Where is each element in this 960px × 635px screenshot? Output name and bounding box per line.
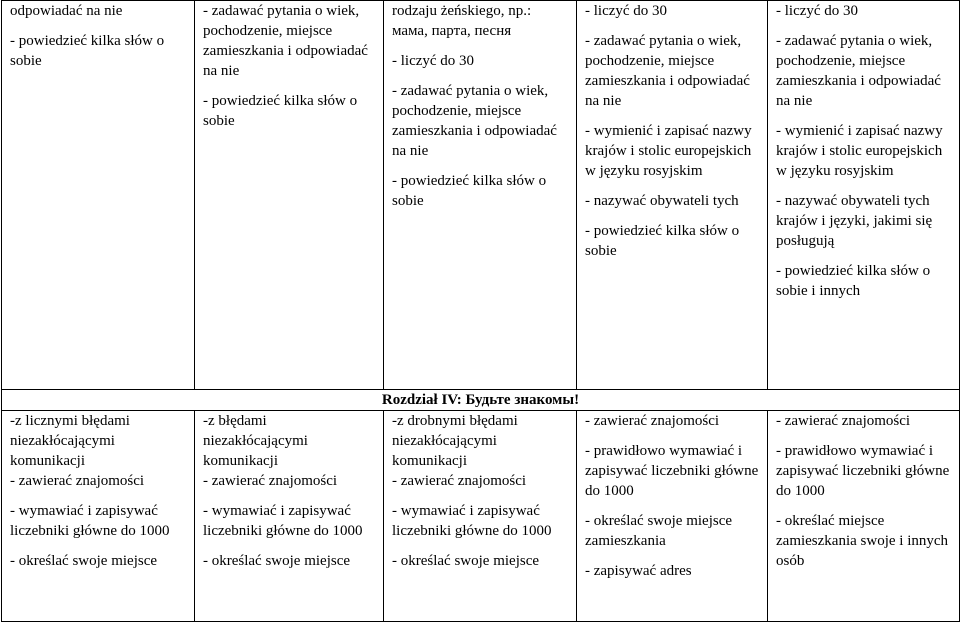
list-item xyxy=(10,501,186,541)
list-item xyxy=(203,501,375,541)
table-cell-r2-c3 xyxy=(384,411,577,622)
table-cell-r1-c3 xyxy=(384,1,577,390)
list-line: - wymawiać i zapisywać liczebniki główne do 1000 xyxy=(10,503,170,539)
list-line: - określać swoje miejsce xyxy=(10,553,158,569)
list-item xyxy=(585,411,759,431)
list-item xyxy=(776,441,951,501)
list-item xyxy=(585,561,759,581)
list-item: - powiedzieć kilka słów o sobie i innych xyxy=(776,263,931,299)
table-cell-r2-c4 xyxy=(577,411,768,622)
list-line: -z licznymi błędami niezakłócającymi komunikacji xyxy=(10,413,130,469)
table-cell-r2-c5 xyxy=(768,411,960,622)
table-cell-r2-c1 xyxy=(2,411,195,622)
list-line: - określać swoje miejsce zamieszkania xyxy=(585,513,733,549)
list-item: - nazywać obywateli tych xyxy=(585,193,739,209)
list-item xyxy=(203,411,375,491)
list-item xyxy=(585,441,759,501)
requirements-table xyxy=(1,0,960,622)
list-line: - zawierać znajomości xyxy=(10,473,145,489)
list-item: - liczyć do 30 xyxy=(776,3,859,19)
list-item: - nazywać obywateli tych krajów i języki, jakimi się posługują xyxy=(776,193,933,249)
list-line: -z błędami niezakłócającymi komunikacji xyxy=(203,413,308,469)
list-item xyxy=(392,501,568,541)
list-line: - określać miejsce zamieszkania swoje i innych osób xyxy=(776,513,949,569)
list-item: - wymienić i zapisać nazwy krajów i stolic europejskich w języku rosyjskim xyxy=(585,123,752,179)
list-item xyxy=(776,411,951,431)
list-line: - zapisywać adres xyxy=(585,563,692,579)
list-item: odpowiadać na nie xyxy=(10,3,123,19)
list-item: - zadawać pytania o wiek, pochodzenie, miejsce zamieszkania i odpowiadać na nie xyxy=(776,33,941,109)
list-line: - zawierać znajomości xyxy=(585,413,720,429)
table-cell-r1-c1 xyxy=(2,1,195,390)
list-item: - powiedzieć kilka słów o sobie xyxy=(392,173,547,209)
list-item xyxy=(392,411,568,491)
list-item xyxy=(392,551,568,571)
list-item: - liczyć do 30 xyxy=(392,53,475,69)
list-item xyxy=(10,411,186,491)
list-item xyxy=(10,551,186,571)
table-cell-r1-c5 xyxy=(768,1,960,390)
list-item xyxy=(203,551,375,571)
table-row xyxy=(2,1,960,390)
list-item: - powiedzieć kilka słów o sobie xyxy=(203,93,358,129)
table-row xyxy=(2,411,960,622)
table-row xyxy=(2,390,960,411)
list-item: - zadawać pytania o wiek, pochodzenie, miejsce zamieszkania i odpowiadać na nie xyxy=(392,83,557,159)
list-item: - liczyć do 30 xyxy=(585,3,668,19)
list-line: - prawidłowo wymawiać i zapisywać liczebniki główne do 1000 xyxy=(585,443,759,499)
list-line: - zawierać znajomości xyxy=(776,413,911,429)
list-line: -z drobnymi błędami niezakłócającymi komunikacji xyxy=(392,413,518,469)
list-item: - wymienić i zapisać nazwy krajów i stolic europejskich w języku rosyjskim xyxy=(776,123,943,179)
list-item: - zadawać pytania o wiek, pochodzenie, miejsce zamieszkania i odpowiadać na nie xyxy=(203,3,368,79)
list-line: - prawidłowo wymawiać i zapisywać liczebniki główne do 1000 xyxy=(776,443,950,499)
list-line: - wymawiać i zapisywać liczebniki główne do 1000 xyxy=(203,503,363,539)
list-item xyxy=(776,511,951,571)
table-cell-r1-c4 xyxy=(577,1,768,390)
list-line: - wymawiać i zapisywać liczebniki główne do 1000 xyxy=(392,503,552,539)
list-line: - określać swoje miejsce xyxy=(392,553,540,569)
list-item: rodzaju żeńskiego, np.: мама, парта, песня xyxy=(392,3,532,39)
table-cell-r1-c2 xyxy=(195,1,384,390)
list-item: - zadawać pytania o wiek, pochodzenie, miejsce zamieszkania i odpowiadać na nie xyxy=(585,33,750,109)
list-item: - powiedzieć kilka słów o sobie xyxy=(585,223,740,259)
list-line: - określać swoje miejsce xyxy=(203,553,351,569)
list-line: - zawierać znajomości xyxy=(392,473,527,489)
table-cell-r2-c2 xyxy=(195,411,384,622)
list-line: - zawierać znajomości xyxy=(203,473,338,489)
list-item: - powiedzieć kilka słów o sobie xyxy=(10,33,165,69)
list-item xyxy=(585,511,759,551)
section-heading: Rozdział IV: Будьте знакомы! xyxy=(2,390,960,411)
